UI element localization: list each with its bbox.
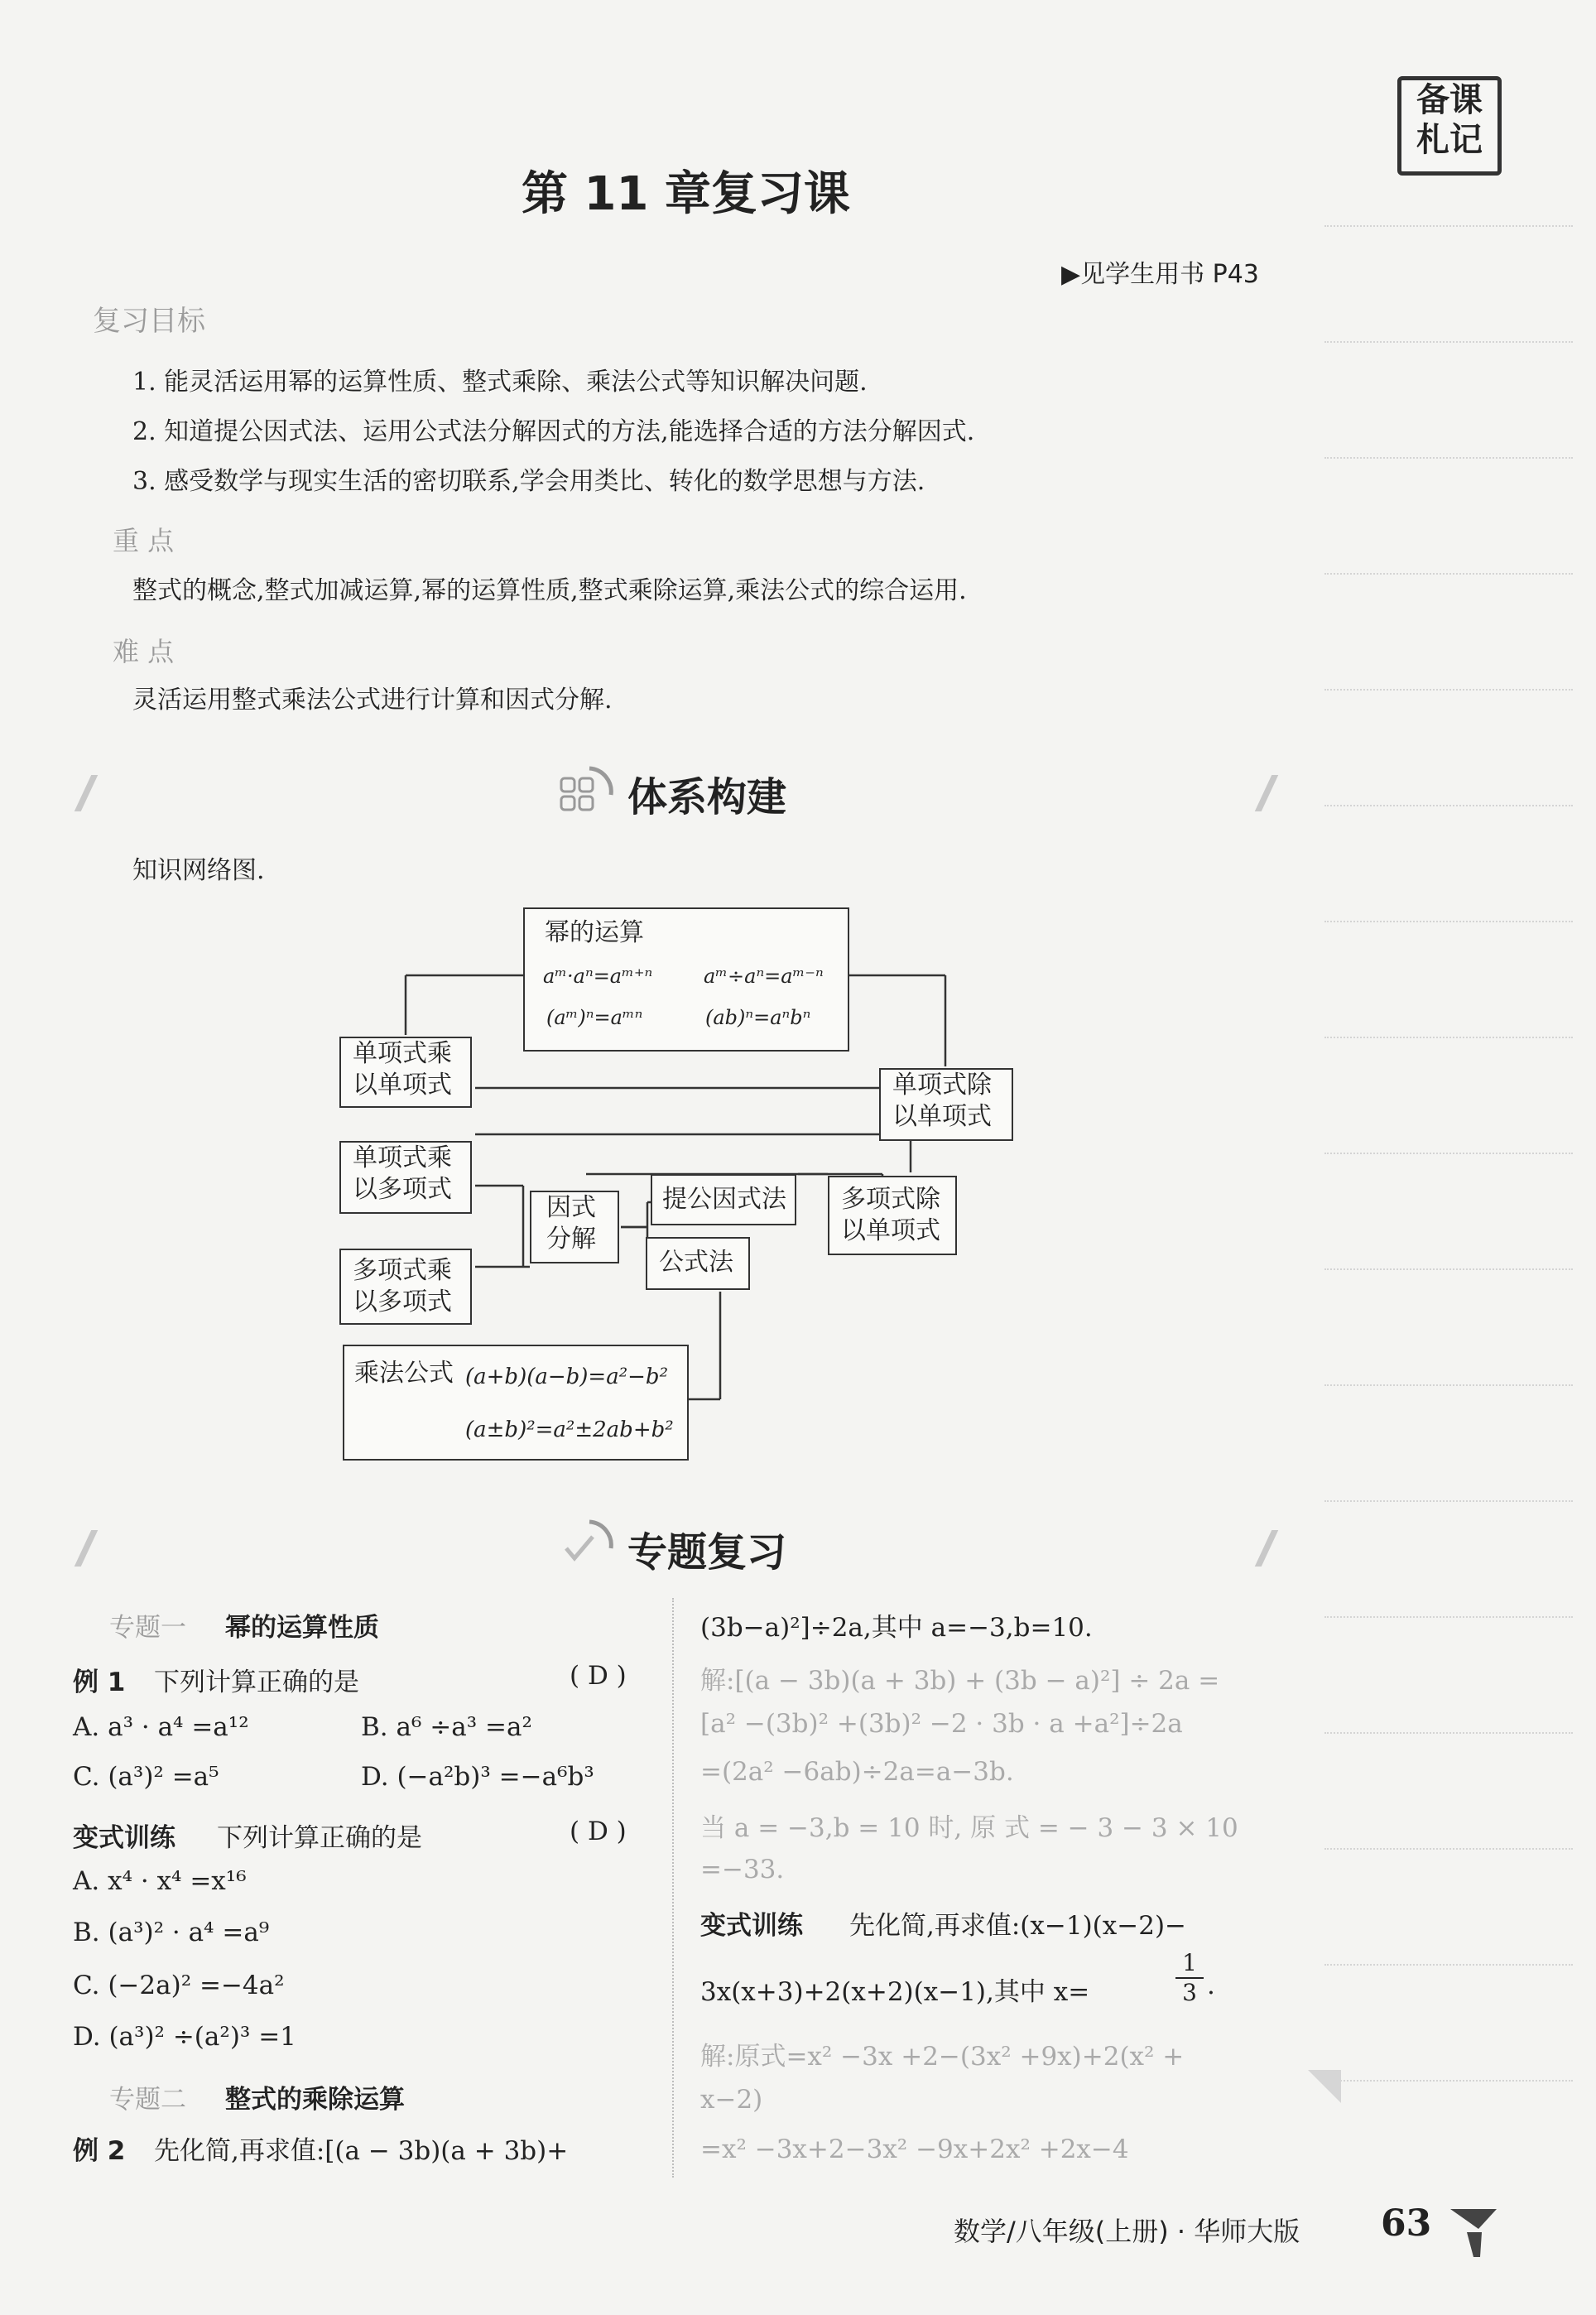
mono-times-poly-box: [339, 1141, 472, 1214]
power-formula-product: aᵐ·aⁿ=aᵐ⁺ⁿ: [543, 965, 653, 988]
variant2-label: 变式训练: [700, 1911, 803, 1941]
example2-solution-line5: =−33.: [700, 1855, 785, 1884]
poly-div-mono-line1: 多项式除: [841, 1185, 940, 1214]
mono-times-mono-line2: 以单项式: [353, 1071, 452, 1100]
fraction-period: .: [1207, 1971, 1215, 2000]
poly-times-poly-line1: 多项式乘: [353, 1256, 452, 1285]
review-section-icon: [556, 1515, 614, 1573]
poly-times-poly-box: [339, 1249, 472, 1325]
variant2-question-line1: 先化简,再求值:(x−1)(x−2)−: [849, 1911, 1187, 1941]
topic2-title: 整式的乘除运算: [225, 2085, 405, 2115]
example2-solution-line2: [a² −(3b)² +(3b)² −2 · 3b · a +a²]÷2a: [700, 1709, 1183, 1739]
example1-question: 下列计算正确的是: [154, 1668, 359, 1697]
example2-solution-line3: =(2a² −6ab)÷2a=a−3b.: [700, 1757, 1014, 1787]
footer-book-title: 数学/八年级(上册) · 华师大版: [954, 2216, 1300, 2247]
variant1-option-b: B. (a³)² · a⁴ =a⁹: [73, 1918, 270, 1947]
mono-times-poly-line1: 单项式乘: [353, 1143, 452, 1172]
factorization-box: [530, 1191, 619, 1263]
common-factor-box: 提公因式法: [651, 1174, 796, 1225]
footer-arrow-icon: [1442, 2204, 1500, 2262]
difference-of-squares-formula: (a+b)(a−b)=a²−b²: [465, 1364, 668, 1389]
example2-label: 例 2: [73, 2136, 126, 2166]
variant2-question-line2: 3x(x+3)+2(x+2)(x−1),其中 x=: [700, 1977, 1090, 2007]
page-number: 63: [1381, 2202, 1432, 2245]
badge-line-2: 札记: [1416, 120, 1483, 159]
formula-method-box: 公式法: [646, 1237, 750, 1290]
goals-heading: 复习目标: [93, 305, 205, 338]
multiplication-formula-label: 乘法公式: [354, 1359, 454, 1388]
badge-line-1: 备课: [1416, 80, 1483, 119]
variant2-solution-line1: 解:原式=x² −3x +2−(3x² +9x)+2(x² +: [700, 2042, 1185, 2072]
power-operations-box: [523, 907, 849, 1052]
review-section-title: 专题复习: [627, 1529, 787, 1576]
factorization-line2: 分解: [546, 1225, 596, 1254]
variant1-question: 下列计算正确的是: [217, 1823, 422, 1853]
difficulty-text: 灵活运用整式乘法公式进行计算和因式分解.: [132, 686, 613, 715]
variant1-option-c: C. (−2a)² =−4a²: [73, 1971, 285, 2000]
example2-continued: (3b−a)²]÷2a,其中 a=−3,b=10.: [700, 1613, 1093, 1643]
variant2-solution-line2: x−2): [700, 2085, 763, 2115]
chapter-title: 第 11 章复习课: [522, 167, 850, 221]
goal-item-1: 1. 能灵活运用幂的运算性质、整式乘除、乘法公式等知识解决问题.: [132, 368, 868, 397]
poly-div-mono-box: [828, 1176, 957, 1255]
example1-answer: ( D ): [570, 1661, 627, 1691]
variant1-answer: ( D ): [570, 1817, 627, 1846]
topic1-title: 幂的运算性质: [225, 1613, 379, 1643]
example1-option-c: C. (a³)² =a⁵: [73, 1762, 219, 1792]
example2-solution-line4: 当 a = −3,b = 10 时, 原 式 = − 3 − 3 × 10: [700, 1813, 1238, 1843]
goal-item-2: 2. 知道提公因式法、运用公式法分解因式的方法,能选择合适的方法分解因式.: [132, 417, 975, 446]
example1-option-a: A. a³ · a⁴ =a¹²: [73, 1712, 249, 1742]
variant1-option-a: A. x⁴ · x⁴ =x¹⁶: [73, 1866, 247, 1896]
multiplication-formula-box: [343, 1345, 689, 1461]
mono-times-poly-line2: 以多项式: [353, 1175, 452, 1204]
mono-div-mono-line2: 以单项式: [892, 1102, 992, 1131]
mono-div-mono-line1: 单项式除: [892, 1071, 992, 1100]
power-formula-product-power: (ab)ⁿ=aⁿbⁿ: [705, 1006, 811, 1029]
example2-solution-line1: 解:[(a − 3b)(a + 3b) + (3b − a)²] ÷ 2a =: [700, 1666, 1220, 1696]
system-section-title: 体系构建: [627, 774, 787, 821]
example2-question: 先化简,再求值:[(a − 3b)(a + 3b)+: [154, 2136, 569, 2166]
factorization-line1: 因式: [546, 1193, 596, 1222]
poly-times-poly-line2: 以多项式: [353, 1287, 452, 1316]
variant1-option-d: D. (a³)² ÷(a²)³ =1: [73, 2022, 296, 2052]
example1-option-d: D. (−a²b)³ =−a⁶b³: [361, 1762, 594, 1792]
difficulty-heading: 难 点: [113, 636, 175, 667]
example1-option-b: B. a⁶ ÷a³ =a²: [361, 1712, 532, 1742]
topic2-label: 专题二: [109, 2085, 186, 2115]
mono-times-mono-line1: 单项式乘: [353, 1039, 452, 1068]
column-divider: [672, 1598, 674, 2178]
mono-times-mono-box: [339, 1037, 472, 1108]
mono-div-mono-box: [879, 1068, 1013, 1141]
power-formula-power: (aᵐ)ⁿ=aᵐⁿ: [546, 1006, 643, 1029]
key-points-heading: 重 点: [113, 525, 175, 556]
topic1-label: 专题一: [109, 1613, 186, 1643]
example1-label: 例 1: [73, 1668, 126, 1697]
perfect-square-formula: (a±b)²=a²±2ab+b²: [465, 1417, 674, 1442]
poly-div-mono-line2: 以单项式: [841, 1216, 940, 1245]
fraction-one-third: [1175, 1949, 1204, 2007]
fraction-numerator: 1: [1175, 1949, 1204, 1979]
key-points-text: 整式的概念,整式加减运算,幂的运算性质,整式乘除运算,乘法公式的综合运用.: [132, 576, 967, 605]
goal-item-3: 3. 感受数学与现实生活的密切联系,学会用类比、转化的数学思想与方法.: [132, 467, 925, 496]
system-intro: 知识网络图.: [132, 856, 265, 885]
variant2-solution-line3: =x² −3x+2−3x² −9x+2x² +2x−4: [700, 2135, 1129, 2164]
student-book-ref: ▶见学生用书 P43: [1061, 260, 1259, 289]
page-curl-decoration: [1308, 2070, 1341, 2103]
fraction-denominator: 3: [1182, 1979, 1197, 2006]
variant1-label: 变式训练: [73, 1823, 175, 1853]
power-operations-title: 幂的运算: [545, 918, 644, 947]
power-formula-quotient: aᵐ÷aⁿ=aᵐ⁻ⁿ: [704, 965, 824, 988]
